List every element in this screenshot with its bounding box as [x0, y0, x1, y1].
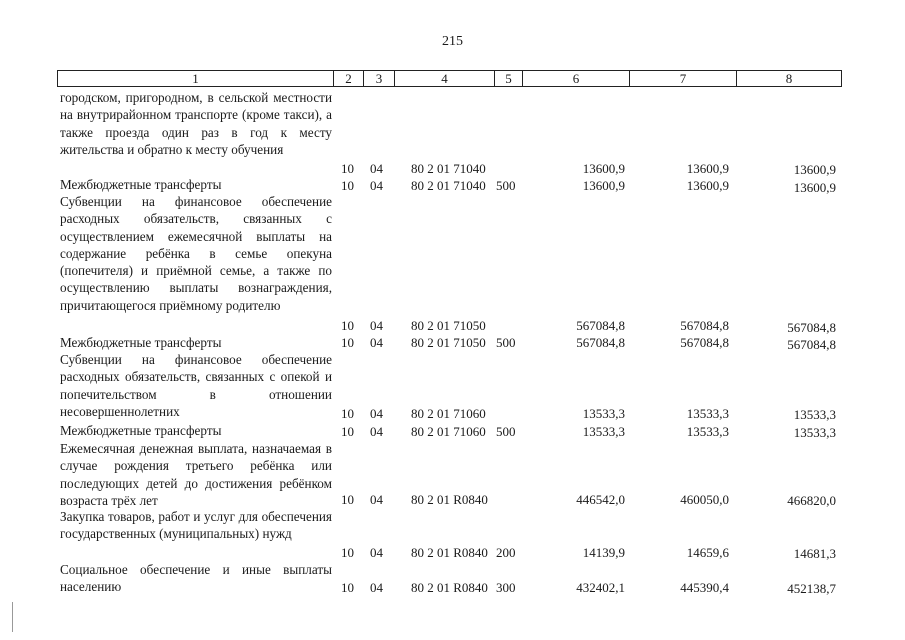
table-cell-value-7: 14659,6 [686, 545, 729, 560]
table-cell-value-6: 567084,8 [576, 335, 625, 350]
table-cell-value-7: 13600,9 [686, 161, 729, 176]
table-cell-value-7: 460050,0 [680, 492, 729, 507]
table-cell-value-8: 452138,7 [787, 581, 836, 596]
header-cell-1: 1 [57, 70, 334, 87]
table-cell-section: 10 [341, 318, 354, 333]
table-cell-section: 10 [341, 424, 354, 439]
table-cell-value-7: 567084,8 [680, 335, 729, 350]
header-cell-3: 3 [363, 70, 395, 87]
page-number: 215 [442, 34, 463, 49]
table-cell-subsection: 04 [370, 335, 383, 350]
table-cell-code: 80 2 01 R0840 [411, 580, 488, 595]
table-cell-section: 10 [341, 406, 354, 421]
table-cell-code: 80 2 01 71040 [411, 178, 486, 193]
table-cell-type: 500 [496, 335, 516, 350]
table-row-desc: Межбюджетные трансферты [60, 423, 222, 438]
table-cell-value-6: 432402,1 [576, 580, 625, 595]
table-cell-value-8: 567084,8 [787, 337, 836, 352]
scan-edge-mark [12, 602, 13, 632]
table-cell-value-8: 14681,3 [793, 546, 836, 561]
table-cell-type: 500 [496, 424, 516, 439]
table-row-desc: Межбюджетные трансферты [60, 335, 222, 350]
table-row-desc: Закупка товаров, работ и услуг для обеспечения государственных (муниципальных) нужд [60, 509, 332, 542]
table-cell-code: 80 2 01 R0840 [411, 492, 488, 507]
table-cell-section: 10 [341, 580, 354, 595]
table-cell-subsection: 04 [370, 161, 383, 176]
table-cell-section: 10 [341, 545, 354, 560]
table-row-desc: Субвенции на финансовое обеспечение расходных обязательств, связанных с опекой и попечительством в отношении несовершеннолетних [60, 352, 332, 419]
header-cell-4: 4 [394, 70, 495, 87]
header-cell-8: 8 [736, 70, 842, 87]
table-cell-type: 300 [496, 580, 516, 595]
table-cell-value-6: 13533,3 [582, 406, 625, 421]
table-cell-section: 10 [341, 335, 354, 350]
table-cell-subsection: 04 [370, 545, 383, 560]
table-cell-code: 80 2 01 71050 [411, 335, 486, 350]
table-cell-section: 10 [341, 178, 354, 193]
table-cell-value-6: 13600,9 [582, 161, 625, 176]
table-cell-type: 500 [496, 178, 516, 193]
table-cell-section: 10 [341, 161, 354, 176]
table-cell-value-7: 567084,8 [680, 318, 729, 333]
table-cell-code: 80 2 01 R0840 [411, 545, 488, 560]
table-cell-code: 80 2 01 71060 [411, 424, 486, 439]
table-cell-code: 80 2 01 71060 [411, 406, 486, 421]
table-cell-value-7: 13533,3 [686, 406, 729, 421]
table-cell-value-6: 14139,9 [582, 545, 625, 560]
table-cell-value-8: 567084,8 [787, 320, 836, 335]
table-cell-value-8: 13600,9 [793, 162, 836, 177]
table-cell-value-7: 13533,3 [686, 424, 729, 439]
table-cell-value-6: 446542,0 [576, 492, 625, 507]
table-cell-value-6: 567084,8 [576, 318, 625, 333]
table-row-desc: Ежемесячная денежная выплата, назначаемая в случае рождения третьего ребёнка или последующих детей до достижения ребёнком возраста трёх лет [60, 441, 332, 508]
table-cell-value-8: 13600,9 [793, 180, 836, 195]
table-cell-type: 200 [496, 545, 516, 560]
table-cell-value-8: 13533,3 [793, 425, 836, 440]
table-row-desc: Субвенции на финансовое обеспечение расходных обязательств, связанных с осуществлением ежемесячной выплаты на содержание ребёнка в семье опекуна (попечителя) и приёмной семье, а также по осуществлению выплаты вознаграждения, причитающегося приёмному родителю [60, 194, 332, 313]
table-cell-subsection: 04 [370, 406, 383, 421]
table-cell-value-6: 13600,9 [582, 178, 625, 193]
table-cell-subsection: 04 [370, 492, 383, 507]
table-row-desc: Межбюджетные трансферты [60, 177, 222, 192]
table-cell-value-8: 13533,3 [793, 407, 836, 422]
table-cell-value-7: 13600,9 [686, 178, 729, 193]
table-cell-subsection: 04 [370, 178, 383, 193]
header-cell-5: 5 [494, 70, 523, 87]
table-cell-value-6: 13533,3 [582, 424, 625, 439]
table-cell-subsection: 04 [370, 318, 383, 333]
table-cell-value-7: 445390,4 [680, 580, 729, 595]
table-row-desc: Социальное обеспечение и иные выплаты населению [60, 562, 332, 595]
table-cell-code: 80 2 01 71040 [411, 161, 486, 176]
table-row-desc: городском, пригородном, в сельской местности на внутрирайонном транспорте (кроме такси), а также проезда один раз в год к месту жительства и обратно к месту обучения [60, 90, 332, 157]
header-cell-7: 7 [629, 70, 737, 87]
header-cell-2: 2 [333, 70, 364, 87]
header-cell-6: 6 [522, 70, 630, 87]
table-cell-subsection: 04 [370, 424, 383, 439]
table-cell-code: 80 2 01 71050 [411, 318, 486, 333]
table-cell-subsection: 04 [370, 580, 383, 595]
table-cell-section: 10 [341, 492, 354, 507]
table-cell-value-8: 466820,0 [787, 493, 836, 508]
